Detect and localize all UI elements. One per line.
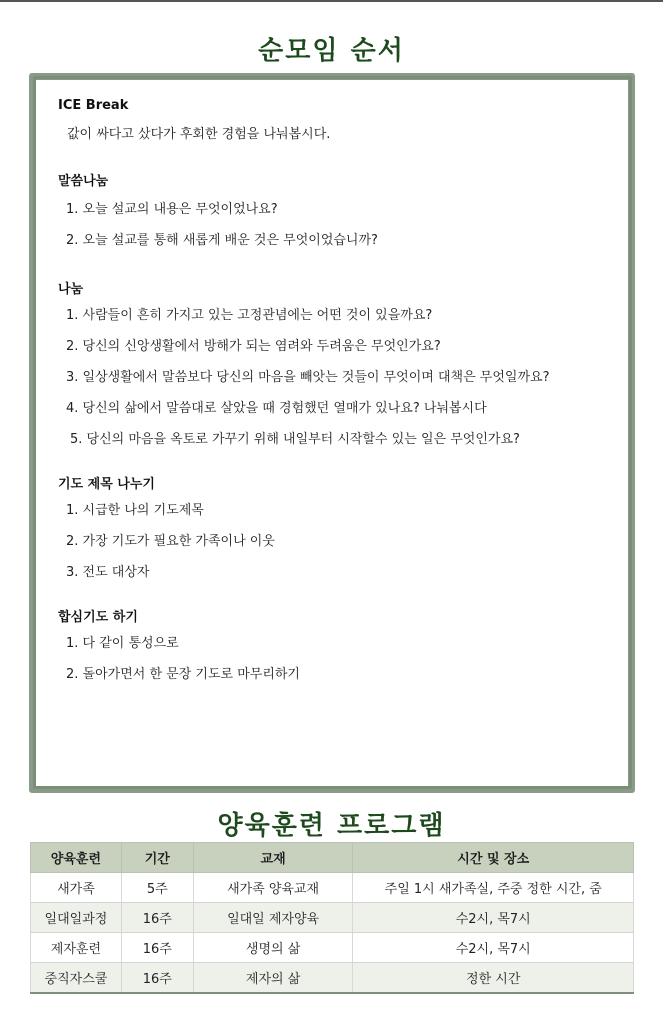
list-item: 5. 당신의 마음을 옥토로 가꾸기 위해 내일부터 시작할수 있는 일은 무엇인가요? [70, 432, 520, 447]
list-item: 3. 전도 대상자 [66, 565, 150, 580]
list-item: 2. 돌아가면서 한 문장 기도로 마무리하기 [66, 667, 300, 682]
list-item: 4. 당신의 삶에서 말씀대로 살았을 때 경험했던 열매가 있나요? 나눠봅시다 [66, 401, 487, 416]
table-cell: 주일 1시 새가족실, 주중 정한 시간, 줌 [353, 873, 634, 903]
list-item: 1. 다 같이 통성으로 [66, 636, 179, 651]
page-title: 순모임 순서 [258, 36, 405, 66]
section-united-prayer [58, 608, 618, 690]
table-cell: 수2시, 목7시 [353, 903, 634, 933]
list-item: 1. 사람들이 흔히 가지고 있는 고정관념에는 어떤 것이 있을까요? [66, 308, 433, 323]
top-divider [0, 0, 663, 2]
table-cell: 5주 [121, 873, 193, 903]
table-cell: 16주 [121, 903, 193, 933]
table-row [31, 903, 634, 933]
section-heading: 합심기도 하기 [58, 610, 138, 625]
list-item: 1. 시급한 나의 기도제목 [66, 503, 204, 518]
section-heading: 기도 제목 나누기 [58, 477, 155, 492]
table-cell: 제자훈련 [31, 933, 122, 963]
table-cell: 생명의 삶 [193, 933, 353, 963]
section-sermon-sharing [58, 172, 618, 256]
table-cell: 16주 [121, 933, 193, 963]
section-prayer-topics [58, 475, 618, 588]
table-row [31, 963, 634, 993]
section-sharing [58, 280, 618, 455]
program-title: 양육훈련 프로그램 [217, 811, 446, 841]
list-item: 1. 오늘 설교의 내용은 무엇이었나요? [66, 202, 278, 217]
list-item: 2. 가장 기도가 필요한 가족이나 이웃 [66, 534, 275, 549]
table-cell: 정한 시간 [353, 963, 634, 993]
table-cell: 일대일과정 [31, 903, 122, 933]
table-cell: 16주 [121, 963, 193, 993]
list-item: 2. 당신의 신앙생활에서 방해가 되는 염려와 두려움은 무엇인가요? [66, 339, 441, 354]
program-table [30, 842, 634, 994]
section-heading: 말씀나눔 [58, 174, 109, 189]
table-cell: 새가족 [31, 873, 122, 903]
section-ice-break [58, 96, 618, 148]
section-text: 값이 싸다고 샀다가 후회한 경험을 나눠봅시다. [67, 127, 331, 142]
table-header-row [31, 843, 634, 873]
section-heading: 나눔 [58, 282, 84, 297]
column-header: 기간 [121, 843, 193, 873]
column-header: 교재 [193, 843, 353, 873]
column-header: 양육훈련 [31, 843, 122, 873]
list-item: 3. 일상생활에서 말씀보다 당신의 마음을 빼앗는 것들이 무엇이며 대책은 무엇일까요? [66, 370, 550, 385]
list-item: 2. 오늘 설교를 통해 새롭게 배운 것은 무엇이었습니까? [66, 233, 378, 248]
meeting-order [58, 96, 618, 690]
column-header: 시간 및 장소 [353, 843, 634, 873]
table-cell: 수2시, 목7시 [353, 933, 634, 963]
table-row [31, 873, 634, 903]
table-cell: 일대일 제자양육 [193, 903, 353, 933]
table-cell: 새가족 양육교재 [193, 873, 353, 903]
table-row [31, 933, 634, 963]
table-cell: 제자의 삶 [193, 963, 353, 993]
table-cell: 중직자스쿨 [31, 963, 122, 993]
section-heading: ICE Break [58, 98, 129, 113]
